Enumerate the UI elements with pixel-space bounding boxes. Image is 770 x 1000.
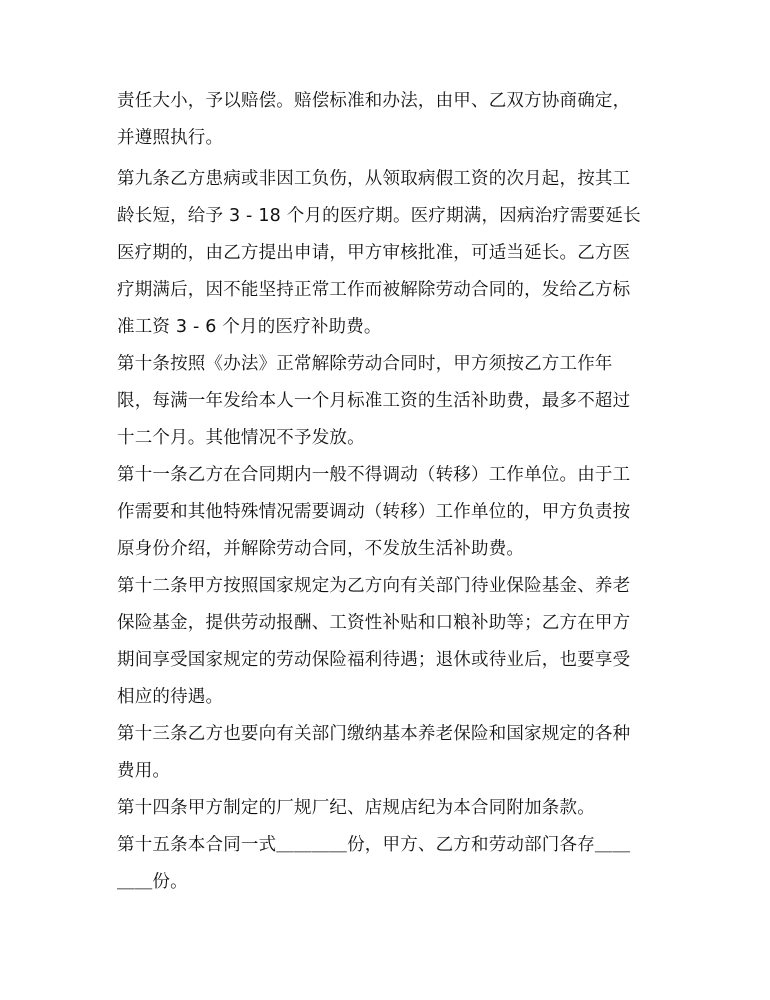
text-line: 费用。 xyxy=(117,761,171,781)
text-line: 第十一条乙方在合同期内一般不得调动（转移）工作单位。由于工 xyxy=(117,465,631,485)
text-line: 第十三条乙方也要向有关部门缴纳基本养老保险和国家规定的各种 xyxy=(117,724,631,744)
text-line: 第九条乙方患病或非因工负伤，从领取病假工资的次月起，按其工 xyxy=(117,169,631,189)
text-line: 作需要和其他特殊情况需要调动（转移）工作单位的，甲方负责按 xyxy=(117,502,631,522)
text-line: 保险基金，提供劳动报酬、工资性补贴和口粮补助等；乙方在甲方 xyxy=(117,613,631,633)
text-line: 第十四条甲方制定的厂规厂纪、店规店纪为本合同附加条款。 xyxy=(117,798,595,818)
text-line: 期间享受国家规定的劳动保险福利待遇；退休或待业后，也要享受 xyxy=(117,650,631,670)
text-line: 第十五条本合同一式＿＿＿＿份，甲方、乙方和劳动部门各存＿＿ xyxy=(117,835,631,855)
text-line: 并遵照执行。 xyxy=(117,128,224,148)
text-line: ＿＿份。 xyxy=(117,872,188,892)
text-line: 第十二条甲方按照国家规定为乙方向有关部门待业保险基金、养老 xyxy=(117,576,631,596)
text-line: 医疗期的，由乙方提出申请，甲方审核批准，可适当延长。乙方医 xyxy=(117,243,631,263)
text-line: 十二个月。其他情况不予发放。 xyxy=(117,428,365,448)
text-line: 第十条按照《办法》正常解除劳动合同时，甲方须按乙方工作年 xyxy=(117,354,613,374)
text-line: 龄长短，给予 3 - 18 个月的医疗期。医疗期满，因病治疗需要延长 xyxy=(117,206,641,226)
text-line: 限，每满一年发给本人一个月标准工资的生活补助费，最多不超过 xyxy=(117,391,631,411)
text-line: 疗期满后，因不能坚持正常工作而被解除劳动合同的，发给乙方标 xyxy=(117,280,631,300)
text-line: 相应的待遇。 xyxy=(117,687,224,707)
text-line: 原身份介绍，并解除劳动合同，不发放生活补助费。 xyxy=(117,539,525,559)
text-line: 责任大小，予以赔偿。赔偿标准和办法，由甲、乙双方协商确定， xyxy=(117,91,631,111)
text-line: 准工资 3 - 6 个月的医疗补助费。 xyxy=(117,317,382,337)
